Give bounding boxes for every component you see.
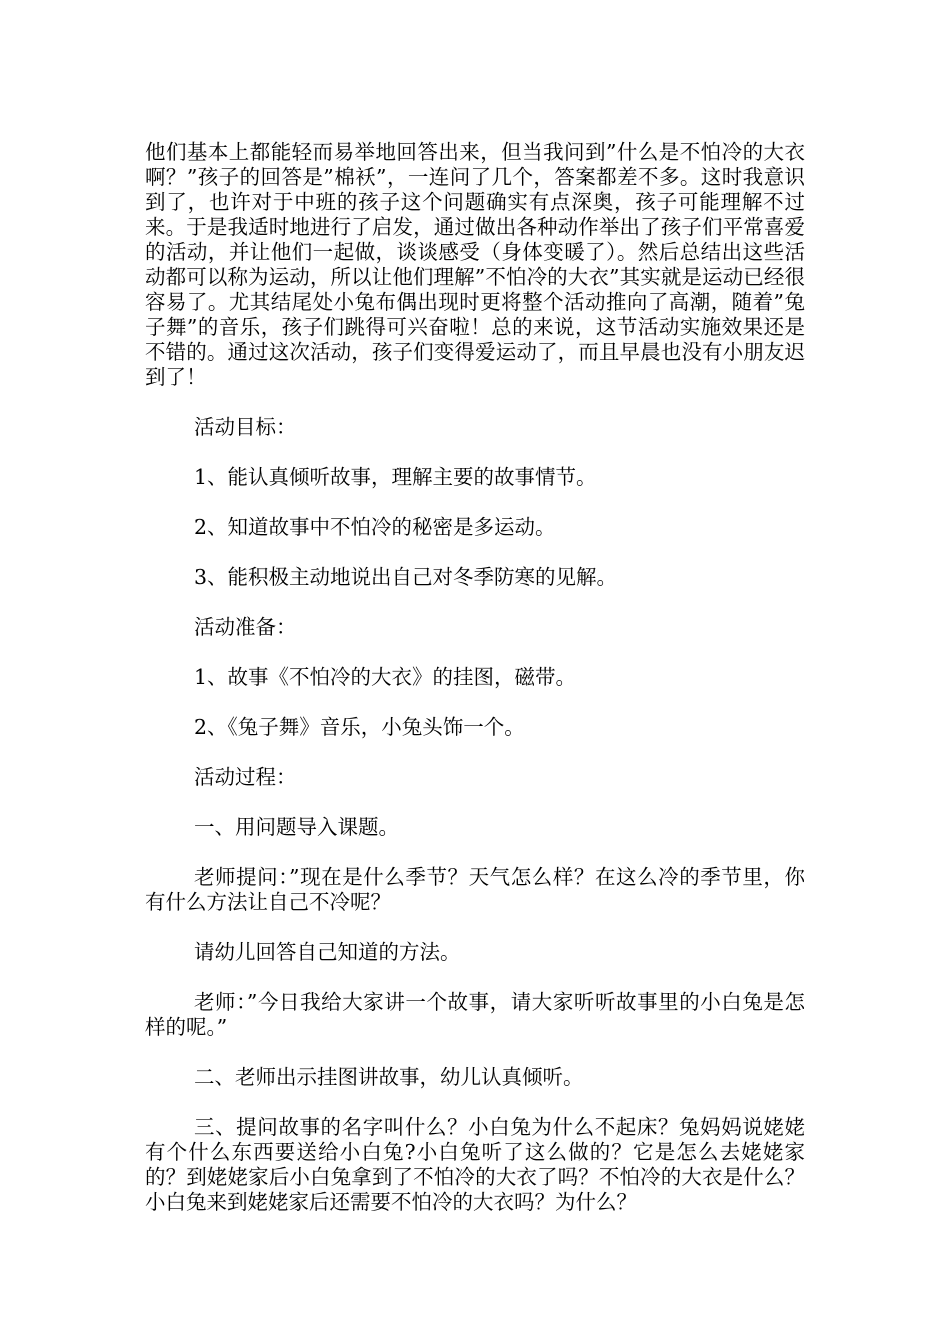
heading-activity-goals: 活动目标： bbox=[194, 415, 297, 439]
teacher-question: 老师提问：”现在是什么季节？天气怎么样？在这么冷的季节里，你有什么方法让自己不冷呢？ bbox=[145, 865, 805, 914]
process-step-2: 二、老师出示挂图讲故事，幼儿认真倾听。 bbox=[194, 1065, 584, 1089]
preparation-item-2: 2、《兔子舞》音乐，小兔头饰一个。 bbox=[194, 715, 525, 739]
teacher-story-intro: 老师：”今日我给大家讲一个故事，请大家听听故事里的小白兔是怎样的呢。” bbox=[145, 990, 805, 1039]
children-answer-instruction: 请幼儿回答自己知道的方法。 bbox=[194, 940, 461, 964]
goal-item-3: 3、能积极主动地说出自己对冬季防寒的见解。 bbox=[194, 565, 618, 589]
preparation-item-1: 1、故事《不怕冷的大衣》的挂图，磁带。 bbox=[194, 665, 577, 689]
goal-item-2: 2、知道故事中不怕冷的秘密是多运动。 bbox=[194, 515, 556, 539]
process-step-3: 三、提问故事的名字叫什么？小白兔为什么不起床？兔妈妈说姥姥有个什么东西要送给小白兔?小白兔听了这么做的？它是怎么去姥姥家的？到姥姥家后小白兔拿到了不怕冷的大衣了吗？不怕冷的大衣是什么？小白兔来到姥姥家后还需要不怕冷的大衣吗？为什么？ bbox=[145, 1115, 805, 1214]
goal-item-1: 1、能认真倾听故事，理解主要的故事情节。 bbox=[194, 465, 597, 489]
document-page bbox=[145, 140, 805, 1215]
heading-activity-preparation: 活动准备： bbox=[194, 615, 297, 639]
heading-activity-process: 活动过程： bbox=[194, 765, 297, 789]
paragraph-reflection: 他们基本上都能轻而易举地回答出来，但当我问到”什么是不怕冷的大衣啊？”孩子的回答是”棉袄”，一连问了几个，答案都差不多。这时我意识到了，也许对于中班的孩子这个问题确实有点深奥，孩子可能理解不过来。于是我适时地进行了启发，通过做出各种动作举出了孩子们平常喜爱的活动，并让他们一起做，谈谈感受（身体变暖了）。然后总结出这些活动都可以称为运动，所以让他们理解”不怕冷的大衣”其实就是运动已经很容易了。尤其结尾处小兔布偶出现时更将整个活动推向了高潮，随着”兔子舞”的音乐，孩子们跳得可兴奋啦！总的来说，这节活动实施效果还是不错的。通过这次活动，孩子们变得爱运动了，而且早晨也没有小朋友迟到了！ bbox=[145, 140, 805, 389]
process-step-1: 一、用问题导入课题。 bbox=[194, 815, 399, 839]
